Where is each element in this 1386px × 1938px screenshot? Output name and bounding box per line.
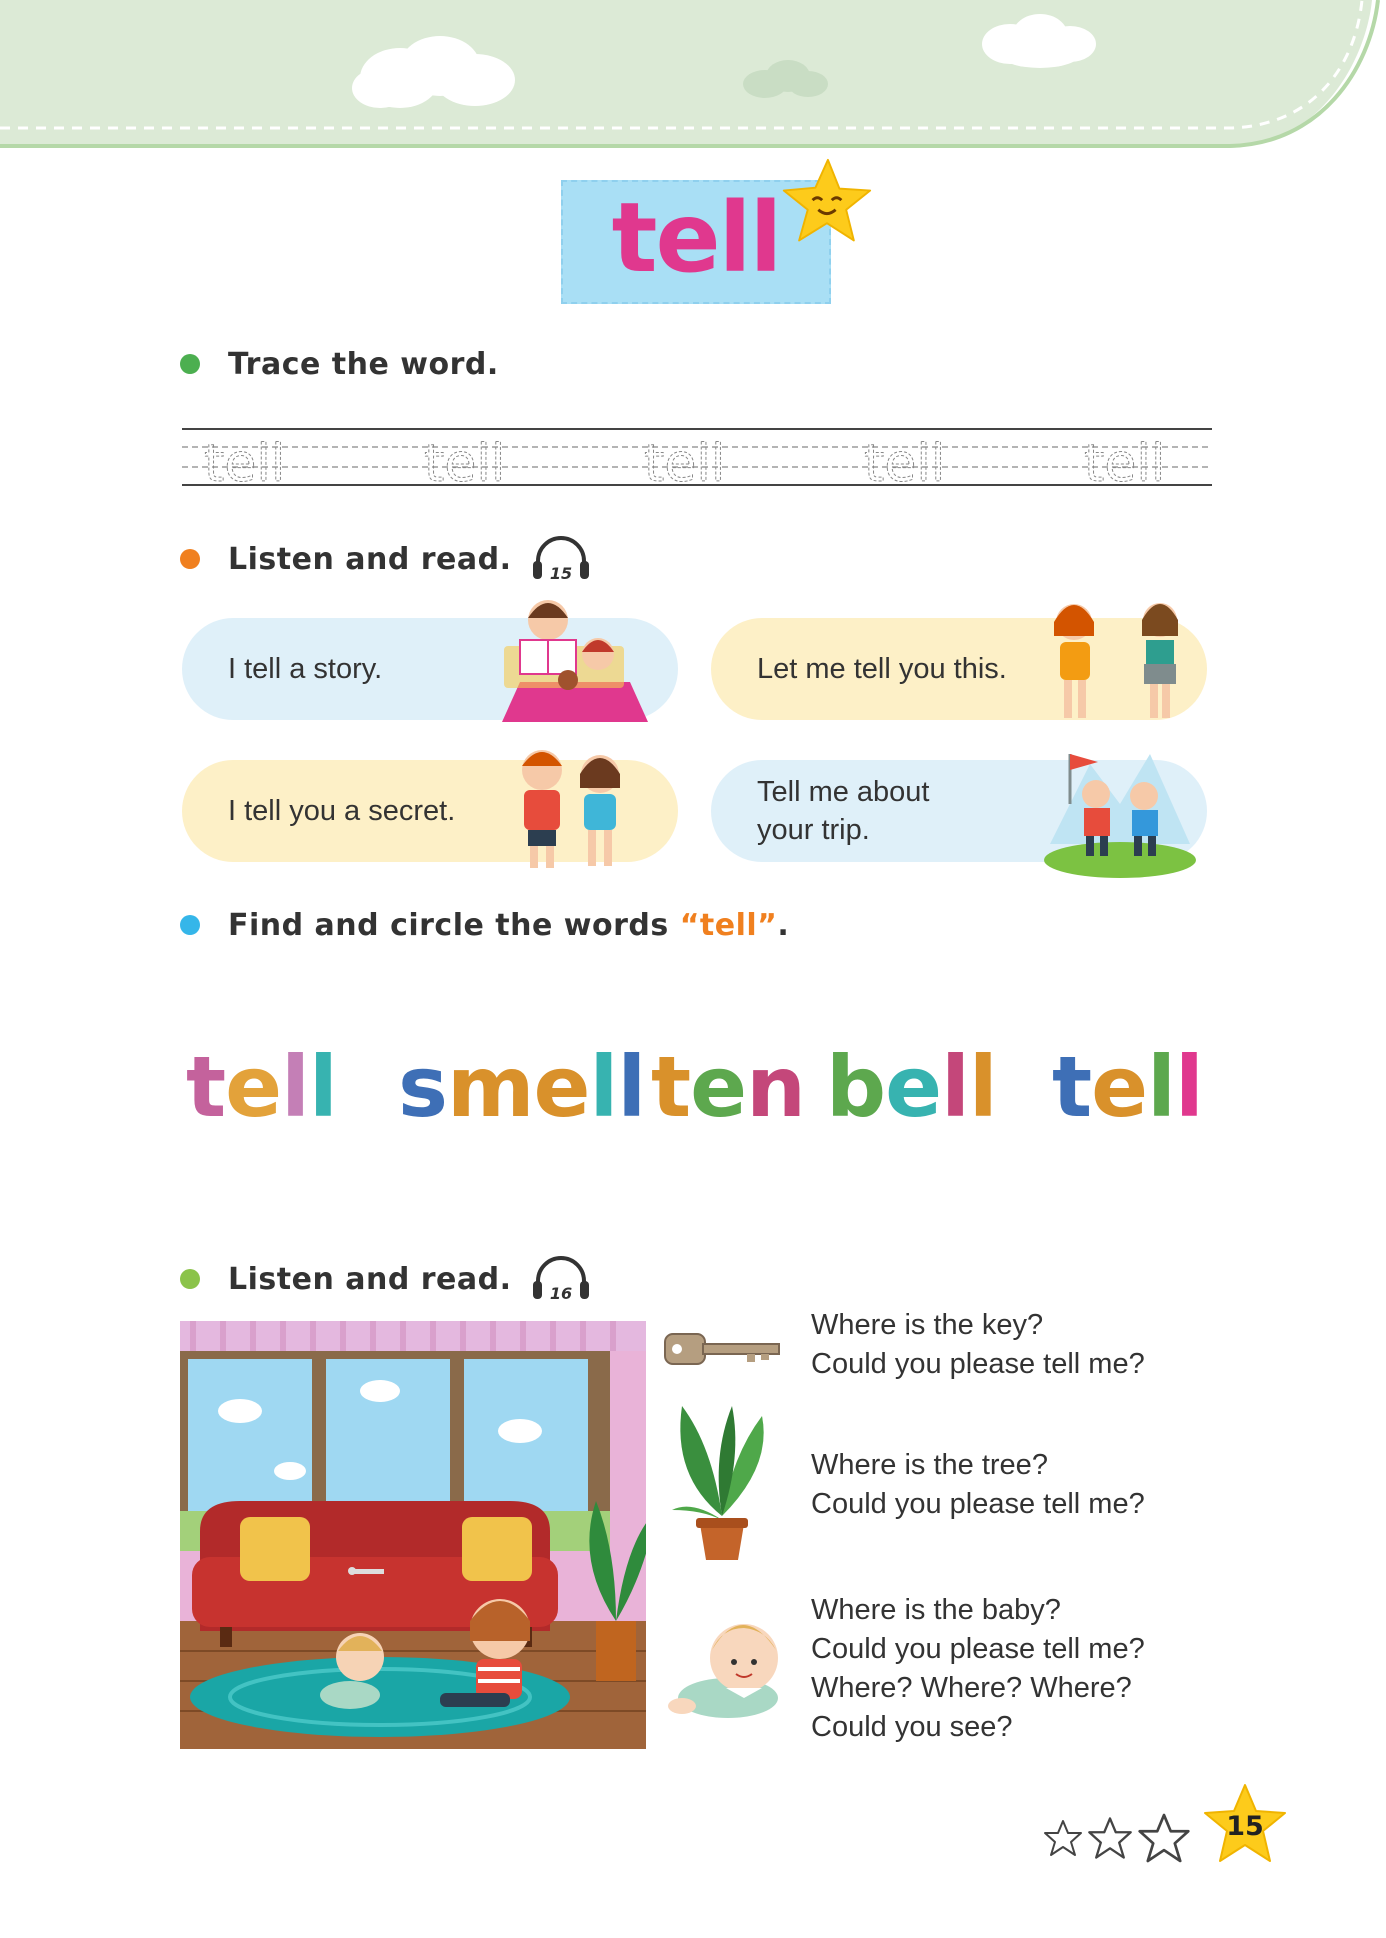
rhyme-stanza-baby — [811, 1591, 1145, 1747]
rhyme-stanza-key — [811, 1306, 1145, 1384]
trace-word: tell — [1084, 434, 1166, 489]
key-icon — [663, 1328, 783, 1372]
trace-word: tell — [644, 434, 726, 489]
bullet-dot — [180, 354, 200, 374]
section-find-label: Find and circle the words “tell”. — [228, 907, 790, 943]
find-word-ten[interactable]: ten — [651, 1038, 805, 1136]
section-trace-label: Trace the word. — [228, 346, 499, 382]
rhyme-line: Could you see? — [811, 1711, 1013, 1743]
bullet-dot — [180, 1269, 200, 1289]
rhyme-line: Could you please tell me? — [811, 1488, 1145, 1520]
audio-track-number: 16 — [549, 1284, 572, 1303]
star-outline-icon[interactable] — [1043, 1818, 1083, 1858]
audio-track-number: 15 — [549, 564, 572, 583]
section-listen-label: Listen and read. — [228, 541, 512, 577]
header-band — [0, 0, 1386, 150]
sentence-text: I tell you a secret. — [228, 795, 456, 827]
trace-word: tell — [864, 434, 946, 489]
page-number-star — [1203, 1783, 1287, 1867]
girls-talking-illustration — [1038, 596, 1190, 728]
sentence-text — [757, 773, 930, 849]
section-trace — [180, 344, 499, 384]
kids-whispering-illustration — [506, 744, 636, 872]
headphones-audio-icon[interactable] — [530, 1251, 592, 1307]
rhyme-line: Where? Where? Where? — [811, 1672, 1132, 1704]
sentence-text: Let me tell you this. — [757, 653, 1007, 685]
section-listen-15 — [180, 539, 592, 583]
living-room-scene — [180, 1321, 646, 1749]
rating-stars — [1043, 1808, 1191, 1868]
find-word-tell[interactable]: tell — [1052, 1038, 1203, 1136]
rhyme-line: Could you please tell me? — [811, 1633, 1145, 1665]
bullet-dot — [180, 549, 200, 569]
sentence-line: your trip. — [757, 814, 870, 846]
potted-plant-icon — [668, 1396, 776, 1564]
find-word-smell[interactable]: smell — [398, 1038, 646, 1136]
find-word-tell[interactable]: tell — [186, 1038, 337, 1136]
star-outline-icon[interactable] — [1137, 1811, 1191, 1865]
bullet-dot — [180, 915, 200, 935]
rhyme-line: Where is the baby? — [811, 1594, 1061, 1626]
find-word-bell[interactable]: bell — [826, 1038, 997, 1136]
rhyme-line: Could you please tell me? — [811, 1348, 1145, 1380]
sentence-text: I tell a story. — [228, 653, 383, 685]
headphones-audio-icon[interactable] — [530, 531, 592, 587]
sentence-line: Tell me about — [757, 776, 930, 808]
trace-word: tell — [424, 434, 506, 489]
trace-lines — [182, 425, 1212, 489]
kids-hiking-illustration — [1040, 734, 1196, 880]
section-find — [180, 905, 789, 945]
section-listen-16 — [180, 1259, 592, 1303]
rhyme-stanza-tree — [811, 1446, 1145, 1524]
trace-word: tell — [204, 434, 286, 489]
page-number: 15 — [1226, 1811, 1264, 1842]
baby-crawling-icon — [662, 1614, 794, 1724]
bedtime-story-illustration — [490, 596, 648, 722]
section-listen-label: Listen and read. — [228, 1261, 512, 1297]
smiling-star-icon — [778, 156, 874, 252]
page-title: tell — [611, 182, 781, 294]
rhyme-line: Where is the key? — [811, 1309, 1044, 1341]
rhyme-line: Where is the tree? — [811, 1449, 1048, 1481]
star-outline-icon[interactable] — [1087, 1815, 1133, 1861]
